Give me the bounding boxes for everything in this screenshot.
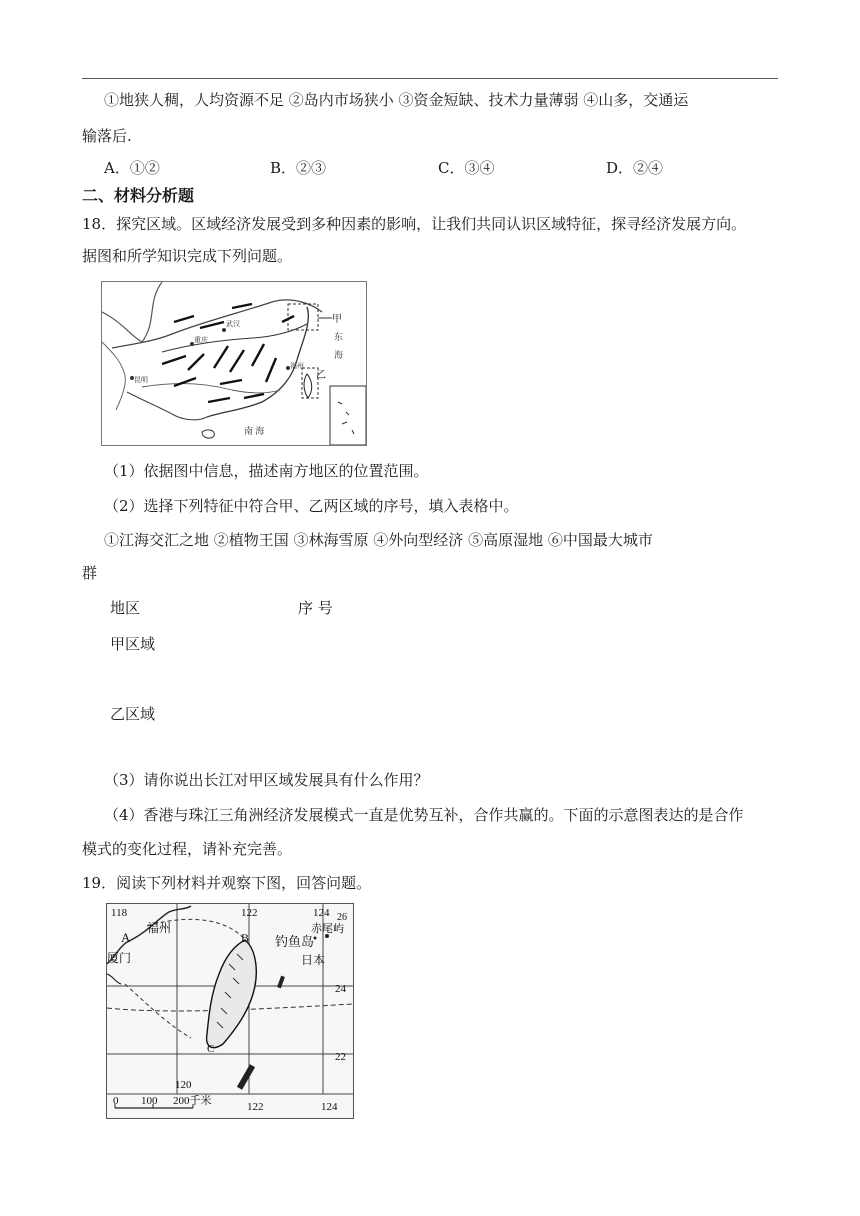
diaoyudao-label: 钓鱼岛 — [275, 934, 315, 949]
region-yi-label: 乙 — [316, 370, 326, 381]
q18-sub2: （2）选择下列特征中符合甲、乙两区域的序号，填入表格中。 — [104, 497, 519, 515]
q18-sub3: （3）请你说出长江对甲区域发展具有什么作用？ — [104, 771, 429, 789]
point-c-label: C — [207, 1043, 215, 1055]
lat-24-label: 24 — [335, 983, 346, 995]
q18-sub4-line1: （4）香港与珠江三角洲经济发展模式一直是优势互补，合作共赢的。下面的示意图表达的是合作 — [104, 806, 744, 824]
q18-sub1: （1）依据图中信息，描述南方地区的位置范围。 — [104, 462, 429, 480]
q18-line2: 据图和所学知识完成下列问题。 — [82, 247, 293, 265]
scale-0-label: 0 — [113, 1095, 119, 1107]
q17-stem-line1: ①地狭人稠，人均资源不足 ②岛内市场狭小 ③资金短缺、技术力量薄弱 ④山多，交通运 — [104, 91, 689, 109]
east-sea-label-1: 东 — [334, 332, 344, 342]
lon-124-top-label: 124 — [313, 907, 330, 919]
lon-124-bottom-label: 124 — [321, 1101, 338, 1113]
point-b-label: B — [241, 931, 250, 945]
city-kunming-label: 昆明 — [134, 377, 148, 384]
q18-line1: 18．探究区域。区域经济发展受到多种因素的影响，让我们共同认识区域特征，探寻经济发展方向。 — [82, 215, 747, 233]
section-heading: 二、材料分析题 — [82, 186, 195, 205]
city-chongqing-label: 重庆 — [194, 337, 208, 344]
q18-features-line2: 群 — [82, 564, 98, 582]
table-row-jia: 甲区域 — [110, 635, 156, 653]
point-a-label: A — [121, 930, 131, 945]
japan-label: 日本 — [301, 953, 326, 967]
taiwan-strait-map-drawing — [107, 904, 353, 1118]
city-fuzhou-label-19: 福州 — [147, 921, 172, 935]
lon-118-label: 118 — [111, 907, 128, 919]
q17-option-a[interactable]: A．①② — [104, 159, 160, 177]
q17-option-c[interactable]: C．③④ — [438, 159, 495, 177]
taiwan-strait-map — [106, 903, 354, 1119]
chiweiyu-label: 赤尾屿 — [311, 923, 344, 935]
table-row-yi: 乙区域 — [110, 705, 156, 723]
lon-122-bottom-label: 122 — [247, 1101, 264, 1113]
lon-120-label: 120 — [175, 1079, 192, 1091]
southern-china-map-drawing — [102, 282, 366, 445]
region-jia-label: 甲 — [332, 314, 342, 325]
q17-option-b[interactable]: B．②③ — [270, 159, 327, 177]
table-header-number: 序 号 — [298, 599, 333, 617]
q17-option-d[interactable]: D．②④ — [606, 159, 664, 177]
q19-line1: 19．阅读下列材料并观察下图，回答问题。 — [82, 874, 372, 892]
city-fuzhou-label: 福州 — [290, 363, 304, 370]
scale-200-label: 200千米 — [173, 1095, 212, 1107]
lon-122-top-label: 122 — [241, 907, 258, 919]
table-header-region: 地区 — [110, 599, 141, 617]
q17-stem-line2: 输落后. — [82, 127, 132, 145]
q18-sub4-line2: 模式的变化过程，请补充完善。 — [82, 840, 293, 858]
q18-features-line1: ①江海交汇之地 ②植物王国 ③林海雪原 ④外向型经济 ⑤高原湿地 ⑥中国最大城市 — [104, 531, 653, 549]
south-sea-label: 南 海 — [244, 426, 265, 436]
city-wuhan-label: 武汉 — [226, 321, 240, 328]
lat-22-label: 22 — [335, 1051, 346, 1063]
scale-100-label: 100 — [141, 1095, 158, 1107]
east-sea-label-2: 海 — [334, 350, 344, 360]
southern-china-map — [101, 281, 367, 446]
top-divider — [82, 78, 778, 79]
city-xiamen-label: 厦门 — [107, 951, 132, 965]
lat-26-label: 26 — [337, 912, 347, 923]
